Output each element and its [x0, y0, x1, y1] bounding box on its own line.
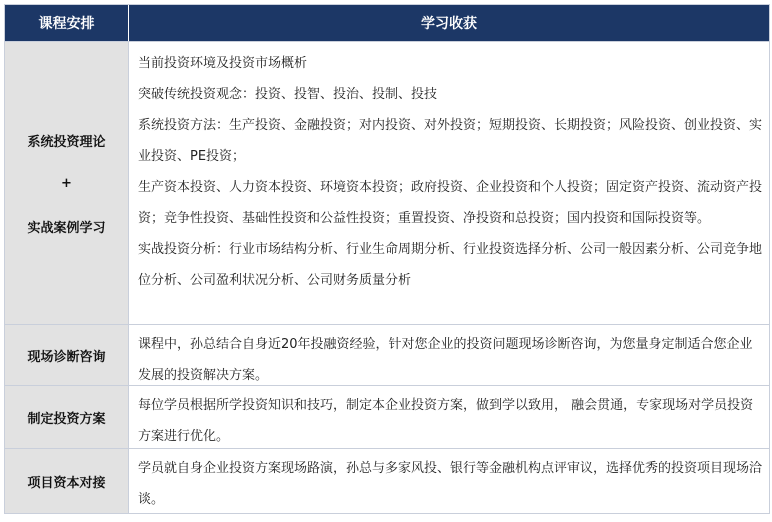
table-row [5, 385, 769, 448]
table-header [5, 5, 769, 41]
row-label: 项目资本对接 [5, 449, 129, 513]
content-paragraph: 实战投资分析：行业市场结构分析、行业生命周期分析、行业投资选择分析、公司一般因素分析、公司竞争地位分析、公司盈利状况分析、公司财务质量分析 [138, 242, 763, 288]
content-paragraph: 系统投资方法：生产投资、金融投资；对内投资、对外投资；短期投资、长期投资；风险投资、创业投资、实业投资、PE投资； [138, 118, 763, 164]
row-content: 课程中，孙总结合自身近20年投融资经验，针对您企业的投资问题现场诊断咨询，为您量身定制适合您企业发展的投资解决方案。 [129, 325, 769, 385]
table-row [5, 324, 769, 385]
row-content: 学员就自身企业投资方案现场路演，孙总与多家风投、银行等金融机构点评审议，选择优秀的投资项目现场洽谈。 [129, 449, 769, 513]
row-label-line: 系统投资理论 [27, 134, 106, 150]
row-label [5, 42, 129, 324]
row-label: 现场诊断咨询 [5, 325, 129, 385]
content-paragraph: 突破传统投资观念：投资、投智、投治、投制、投技 [138, 87, 438, 102]
row-label: 制定投资方案 [5, 386, 129, 448]
content-paragraph: 生产资本投资、人力资本投资、环境资本投资；政府投资、企业投资和个人投资；固定资产投资、流动资产投资；竞争性投资、基础性投资和公益性投资；重置投资、净投资和总投资；国内投资和国际投资等。 [138, 180, 763, 226]
row-content: 每位学员根据所学投资知识和技巧，制定本企业投资方案，做到学以致用， 融会贯通，专家现场对学员投资方案进行优化。 [129, 386, 769, 448]
header-course-schedule: 课程安排 [5, 5, 129, 41]
content-paragraph: 当前投资环境及投资市场概析 [138, 56, 308, 71]
header-learning-outcomes: 学习收获 [421, 16, 477, 32]
table-row [5, 448, 769, 513]
row-label-line: 实战案例学习 [27, 220, 106, 236]
row-label-plus: + [61, 175, 72, 191]
table-row [5, 41, 769, 324]
course-table [4, 4, 770, 514]
row-content [129, 42, 769, 324]
